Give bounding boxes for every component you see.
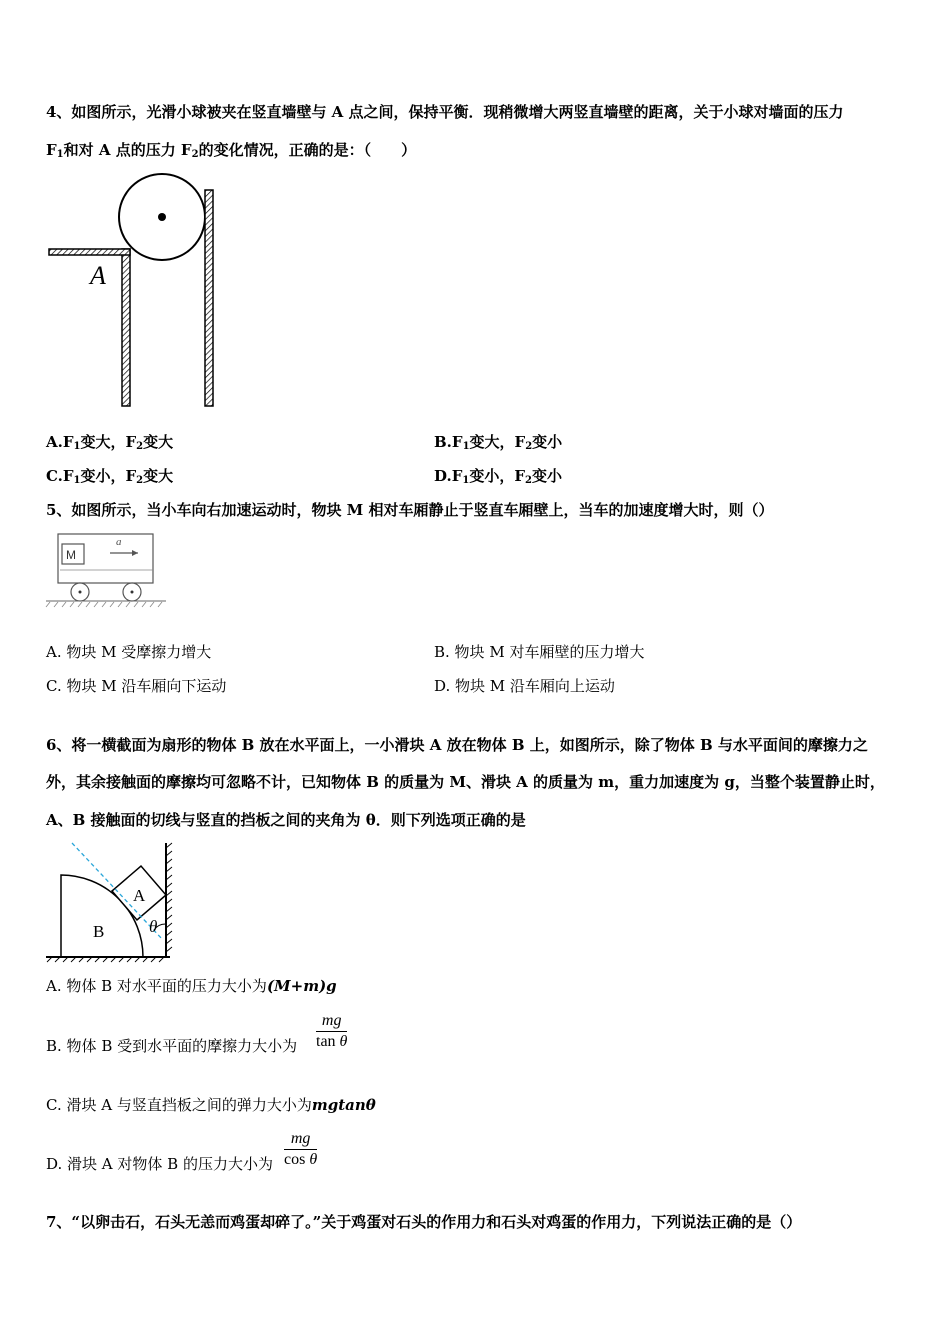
q4-stem-line2: $F_1$和对 A 点的压力 $F_2$的变化情况，正确的是：（ ）: [46, 141, 417, 160]
q5-option-a[interactable]: A. 物块 M 受摩擦力增大: [46, 643, 212, 661]
q4-option-c[interactable]: $C.F_1$变小，$F_2$变大: [46, 467, 174, 486]
q6-option-a[interactable]: A. 物体 B 对水平面的压力大小为(M+m)g: [46, 977, 337, 995]
q6-option-d[interactable]: D. 滑块 A 对物体 B 的压力大小为: [46, 1155, 273, 1173]
q6-label-b: B: [93, 922, 105, 941]
q4-option-b[interactable]: $B.F_1$变大，$F_2$变小: [434, 433, 563, 452]
q4-option-d[interactable]: $D.F_1$变小，$F_2$变小: [434, 467, 562, 486]
q6-stem-line1: 6、将一横截面为扇形的物体 B 放在水平面上，一小滑块 A 放在物体 B 上，如图所示，除了物体 B 与水平面间的摩擦力之: [46, 736, 868, 754]
q5-option-d[interactable]: D. 物块 M 沿车厢向上运动: [434, 677, 615, 695]
q4-label-a: A: [90, 261, 106, 290]
q5-block-label: M: [66, 548, 76, 562]
q5-accel-label: a: [116, 536, 122, 548]
q6-stem-line2: 外，其余接触面的摩擦均可忽略不计，已知物体 B 的质量为 M、滑块 A 的质量为 m，重力加速度为 g，当整个装置静止时，: [46, 773, 885, 791]
q6-option-d-fraction: mg cos θ: [284, 1130, 318, 1168]
q6-option-b[interactable]: B. 物体 B 受到水平面的摩擦力大小为: [46, 1037, 298, 1055]
q6-stem-line3: A、B 接触面的切线与竖直的挡板之间的夹角为 θ．则下列选项正确的是: [46, 811, 526, 829]
q5-option-c[interactable]: C. 物块 M 沿车厢向下运动: [46, 677, 227, 695]
q6-label-a: A: [133, 886, 146, 905]
q6-label-theta: θ: [149, 917, 158, 936]
q5-stem: 5、如图所示，当小车向右加速运动时，物块 M 相对车厢静止于竖直车厢壁上，当车的加速度增大时，则（）: [46, 501, 774, 519]
q5-option-b[interactable]: B. 物块 M 对车厢壁的压力增大: [434, 643, 645, 661]
q6-option-b-fraction: mg tan θ: [316, 1012, 348, 1050]
q4-stem-line1: 4、如图所示，光滑小球被夹在竖直墙壁与 A 点之间，保持平衡．现稍微增大两竖直墙壁的距离，关于小球对墙面的压力: [46, 103, 844, 121]
q7-stem: 7、“以卵击石，石头无恙而鸡蛋却碎了。”关于鸡蛋对石头的作用力和石头对鸡蛋的作用力，下列说法正确的是（）: [46, 1213, 802, 1231]
q4-option-a[interactable]: $A.F_1$变大，$F_2$变大: [46, 433, 174, 452]
q6-option-c[interactable]: C. 滑块 A 与竖直挡板之间的弹力大小为mgtanθ: [46, 1096, 376, 1114]
